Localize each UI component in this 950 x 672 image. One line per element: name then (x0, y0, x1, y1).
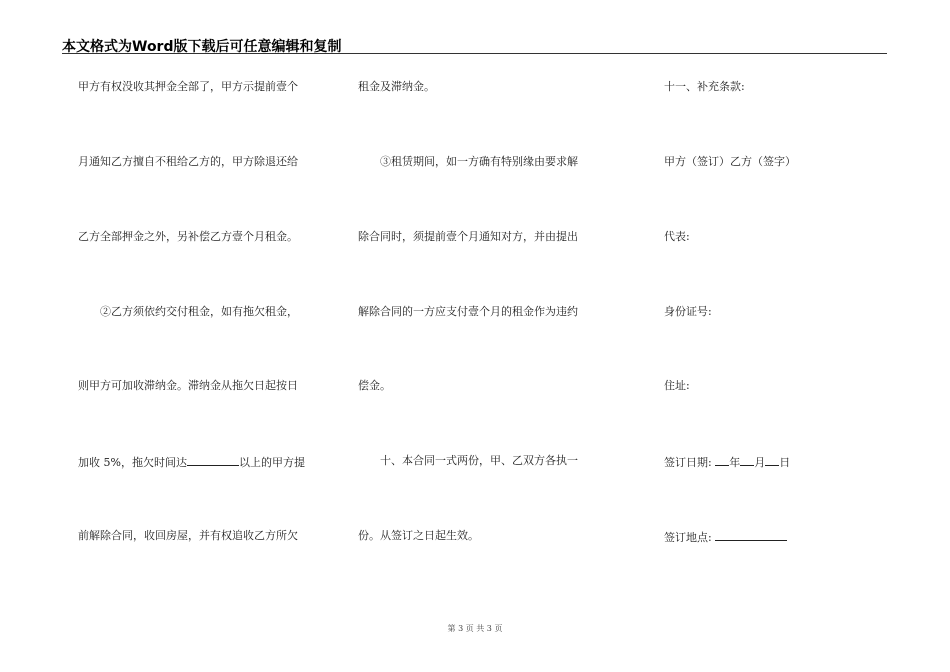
text-line: ③租赁期间，如一方确有特别缘由要求解 (358, 155, 578, 168)
text-line: 住址: (664, 379, 690, 392)
text-line: 份。从签订之日起生效。 (358, 529, 479, 542)
text-line-with-blank (78, 454, 305, 470)
day-blank (765, 454, 779, 466)
sign-place-line (664, 529, 787, 545)
text-line: 代表: (664, 230, 690, 243)
text-line: 则甲方可加收滞纳金。滞纳金从拖欠日起按日 (78, 379, 298, 392)
text-line: 乙方全部押金之外，另补偿乙方壹个月租金。 (78, 230, 298, 243)
text-line: 解除合同的一方应支付壹个月的租金作为违约 (358, 305, 578, 318)
sign-date-label: 签订日期: (664, 456, 716, 469)
text-segment: 加收 5%，拖欠时间达 (78, 456, 187, 469)
text-line: 十、本合同一式两份，甲、乙双方各执一 (358, 454, 578, 467)
text-line: 前解除合同，收回房屋，并有权追收乙方所欠 (78, 529, 298, 542)
sign-place-label: 签订地点: (664, 531, 716, 544)
sign-date-line (664, 454, 790, 470)
text-line: 甲方有权没收其押金全部了，甲方示提前壹个 (78, 80, 298, 93)
month-label: 月 (754, 456, 766, 469)
year-blank (715, 454, 729, 466)
year-label: 年 (729, 456, 741, 469)
fill-in-blank (187, 454, 239, 466)
text-line: 身份证号: (664, 305, 712, 318)
text-line: 甲方（签订）乙方（签字） (664, 155, 796, 168)
month-blank (740, 454, 754, 466)
day-label: 日 (779, 456, 791, 469)
text-line: ②乙方须依约交付租金，如有拖欠租金， (78, 305, 298, 318)
sign-place-blank (715, 529, 787, 541)
text-line: 租金及滞纳金。 (358, 80, 435, 93)
text-line: 偿金。 (358, 379, 391, 392)
page-number: 第 3 页 共 3 页 (447, 624, 503, 633)
text-line: 月通知乙方擅自不租给乙方的，甲方除退还给 (78, 155, 298, 168)
text-line: 十一、补充条款: (664, 80, 745, 93)
text-segment: 以上的甲方提 (238, 456, 305, 469)
document-header-title: 本文格式为Word版下载后可任意编辑和复制 (62, 39, 342, 55)
text-line: 除合同时，须提前壹个月通知对方，并由提出 (358, 230, 578, 243)
header-divider (62, 53, 887, 54)
